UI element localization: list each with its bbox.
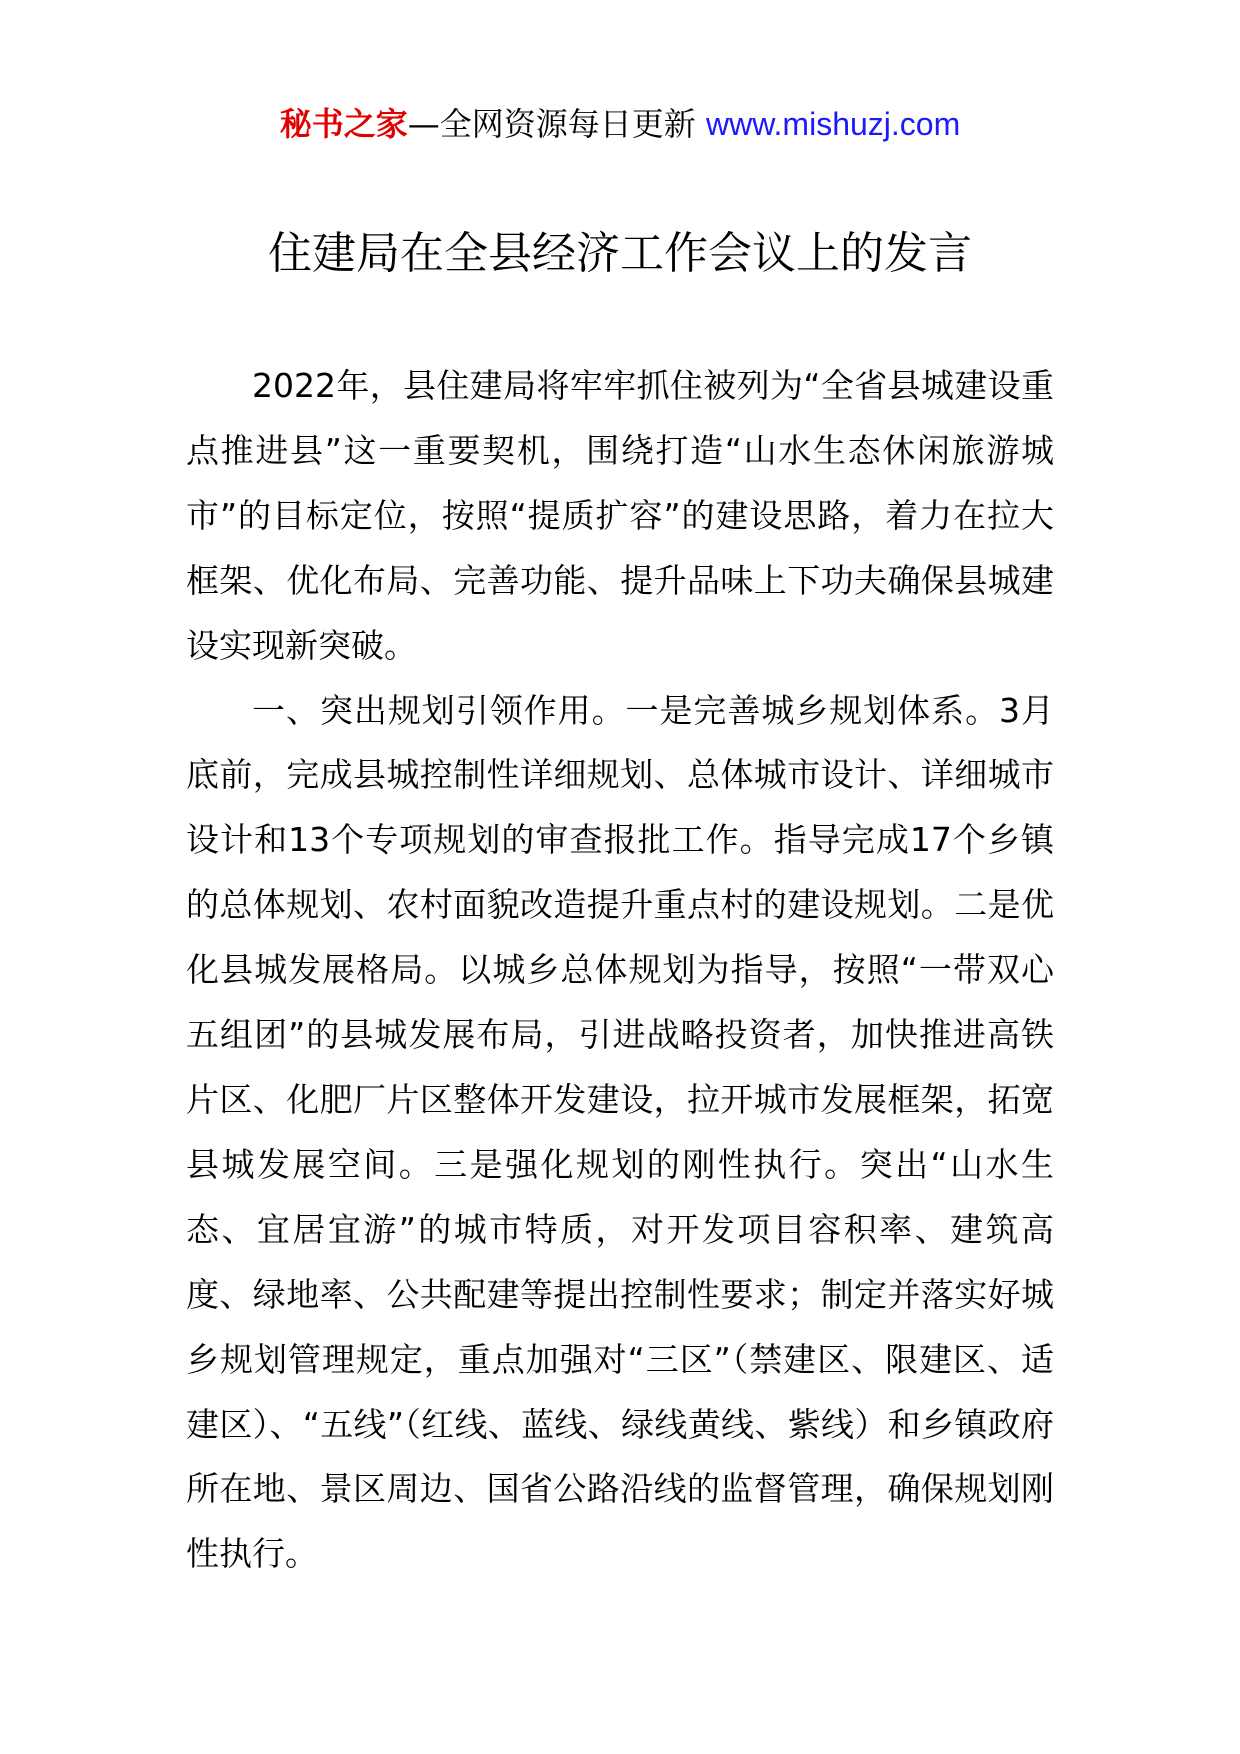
document-body (186, 354, 1054, 1587)
brand-name: 秘书之家 (279, 105, 408, 143)
document-title: 住建局在全县经济工作会议上的发言 (268, 228, 972, 279)
watermark-header (0, 100, 1240, 148)
site-url-link[interactable]: www.mishuzj.com (705, 106, 961, 142)
paragraph-intro: 2022年，县住建局将牢牢抓住被列为“全省县城建设重点推进县”这一重要契机，围绕打造“山水生态休闲旅游城市”的目标定位，按照“提质扩容”的建设思路，着力在拉大框架、优化布局、完善功能、提升品味上下功夫确保县城建设实现新突破。 (186, 366, 1054, 665)
paragraph-planning: 一、突出规划引领作用。一是完善城乡规划体系。3月底前，完成县城控制性详细规划、总体城市设计、详细城市设计和13个专项规划的审查报批工作。指导完成17个乡镇的总体规划、农村面貌改造提升重点村的建设规划。二是优化县城发展格局。以城乡总体规划为指导，按照“一带双心五组团”的县城发展布局，引进战略投资者，加快推进高铁片区、化肥厂片区整体开发建设，拉开城市发展框架，拓宽县城发展空间。三是强化规划的刚性执行。突出“山水生态、宜居宜游”的城市特质，对开发项目容积率、建筑高度、绿地率、公共配建等提出控制性要求；制定并落实好城乡规划管理规定，重点加强对“三区”（禁建区、限建区、适建区）、“五线”（红线、蓝线、绿线黄线、紫线）和乡镇政府所在地、景区周边、国省公路沿线的监督管理，确保规划刚性执行。 (186, 690, 1054, 1574)
header-slogan: —全网资源每日更新 (407, 105, 696, 143)
